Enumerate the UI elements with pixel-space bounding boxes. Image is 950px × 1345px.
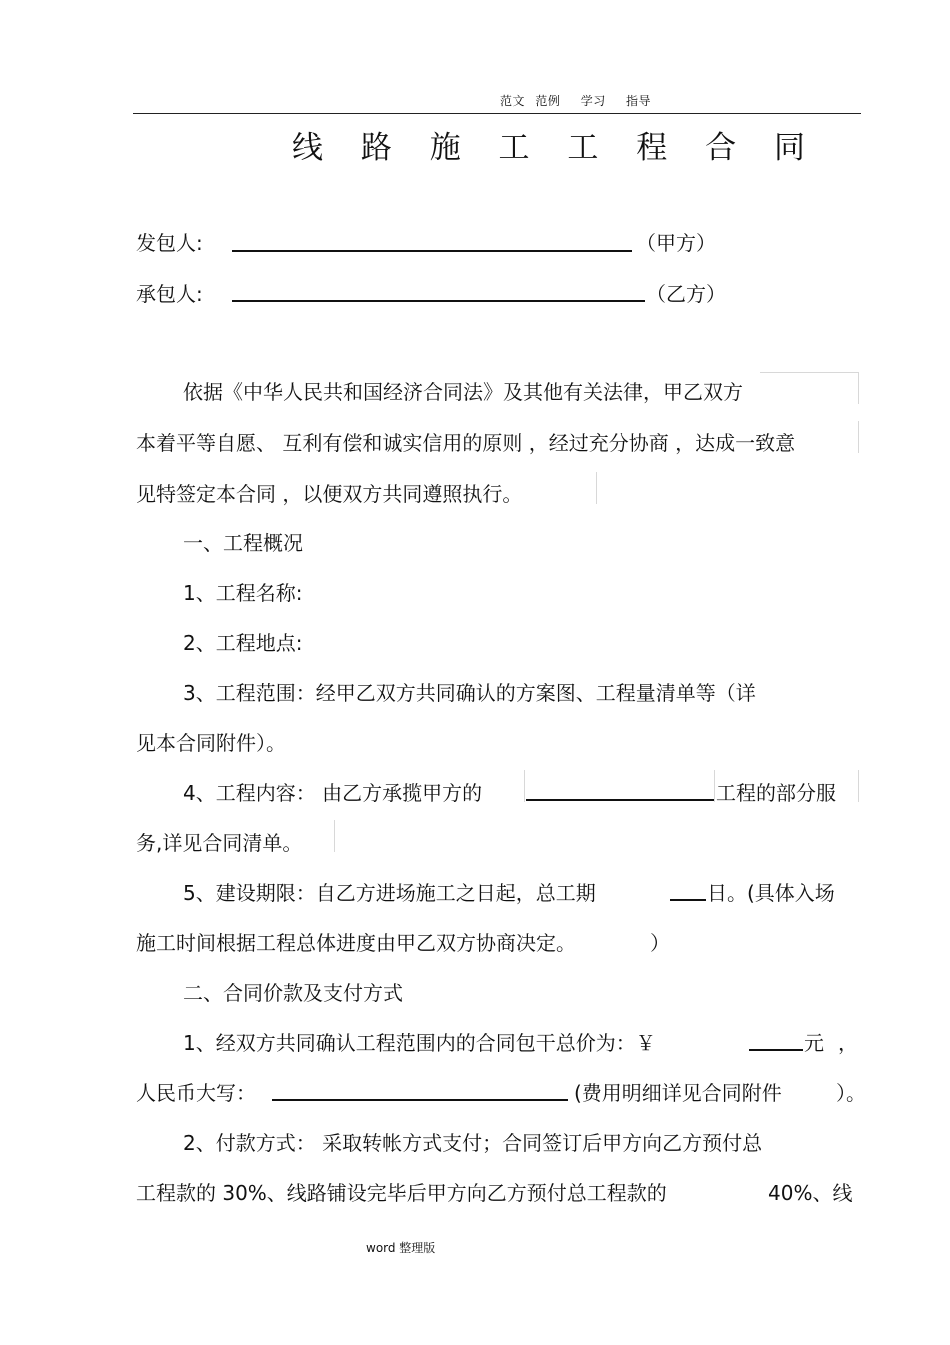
contract-price-prefix: 1、经双方共同确认工程范围内的合同包干总价为：￥ — [183, 1031, 656, 1055]
scan-artifact-line — [334, 820, 335, 852]
section-2-heading: 二、合同价款及支付方式 — [183, 981, 403, 1005]
construction-period-prefix: 5、建设期限：自乙方进场施工之日起，总工期 — [183, 881, 596, 905]
intro-line-2: 本着平等自愿、 互利有偿和诚实信用的原则 ，经过充分协商 ，达成一致意 — [136, 431, 796, 455]
project-scope-line-2: 见本合同附件）。 — [136, 731, 286, 755]
scan-artifact-line — [858, 421, 859, 453]
header-rule — [133, 113, 861, 114]
construction-period-close: ） — [650, 931, 670, 955]
project-content-blank — [526, 799, 714, 801]
page-footer: word 整理版 — [366, 1241, 436, 1255]
header-item: 学习 — [580, 94, 606, 108]
section-1-heading: 一、工程概况 — [183, 531, 303, 555]
payment-method-line-1: 2、付款方式： 采取转帐方式支付；合同签订后甲方向乙方预付总 — [183, 1131, 763, 1155]
construction-period-line-2: 施工时间根据工程总体进度由甲乙双方协商决定。 — [136, 931, 576, 955]
contract-price-comma: ， — [838, 1031, 858, 1055]
amount-in-words-suffix: (费用明细详见合同附件 — [574, 1081, 782, 1105]
contractor-role: （乙方） — [646, 282, 726, 306]
scan-artifact-line — [858, 770, 859, 802]
amount-in-words-blank — [272, 1099, 568, 1101]
project-scope-line-1: 3、工程范围：经甲乙双方共同确认的方案图、工程量清单等（详 — [183, 681, 756, 705]
project-name-label: 1、工程名称: — [183, 581, 303, 605]
payment-method-line-2a: 工程款的 30%、线路铺设完毕后甲方向乙方预付总工程款的 — [136, 1181, 667, 1205]
scan-artifact-line — [596, 472, 597, 504]
employer-label: 发包人: — [136, 231, 203, 255]
contract-price-unit: 元 — [804, 1031, 824, 1055]
amount-in-words-label: 人民币大写： — [136, 1081, 256, 1105]
employer-blank — [232, 250, 632, 252]
intro-line-1: 依据《中华人民共和国经济合同法》及其他有关法律，甲乙双方 — [183, 380, 743, 404]
contractor-blank — [232, 300, 645, 302]
scan-artifact-line — [760, 372, 858, 373]
header-item: 范文 — [500, 94, 526, 108]
project-location-label: 2、工程地点: — [183, 631, 303, 655]
construction-period-blank — [670, 899, 706, 901]
construction-period-suffix: 日。(具体入场 — [707, 881, 835, 905]
project-content-line-2: 务,详见合同清单。 — [136, 831, 303, 855]
intro-line-3: 见特签定本合同 ，以便双方共同遵照执行。 — [136, 482, 523, 506]
document-title: 线 路 施 工 工 程 合 同 — [292, 130, 819, 166]
contract-price-blank — [749, 1049, 803, 1051]
scan-artifact-line — [858, 372, 859, 404]
project-content-prefix: 4、工程内容： 由乙方承揽甲方的 — [183, 781, 483, 805]
scan-artifact-line — [714, 770, 715, 802]
contractor-label: 承包人: — [136, 282, 203, 306]
employer-role: （甲方） — [636, 231, 716, 255]
amount-in-words-close: ）。 — [836, 1081, 866, 1105]
header-item: 范例 — [535, 94, 561, 108]
header-item: 指导 — [626, 94, 652, 108]
payment-method-line-2b: 40%、线 — [768, 1181, 853, 1205]
page-header — [500, 92, 657, 109]
scan-artifact-line — [524, 770, 525, 802]
project-content-suffix: 工程的部分服 — [716, 781, 836, 805]
